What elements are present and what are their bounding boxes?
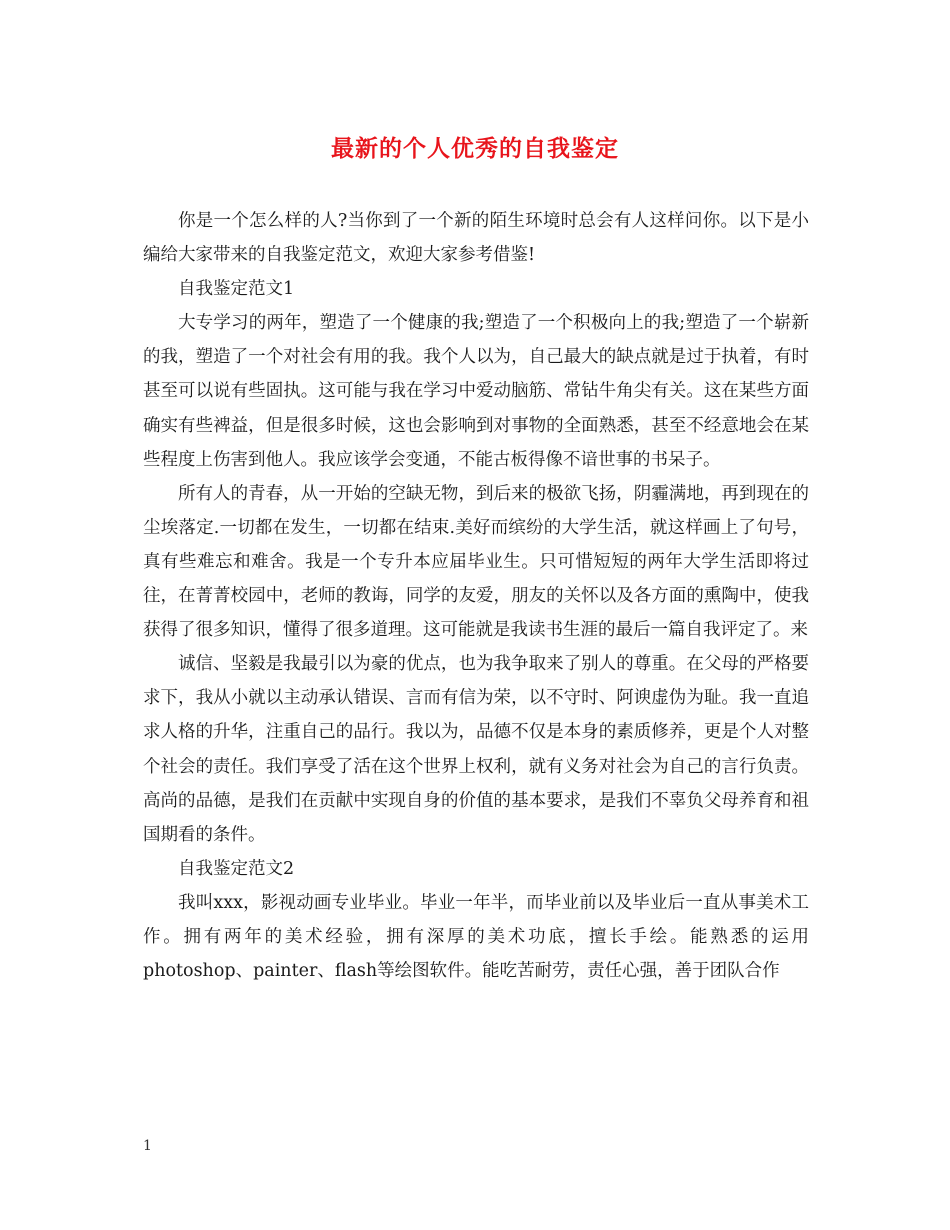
- page-title: 最新的个人优秀的自我鉴定: [331, 136, 619, 162]
- page-number: 1: [143, 1138, 152, 1154]
- section-heading-1: 自我鉴定范文1: [178, 279, 295, 300]
- body-paragraph: 大专学习的两年，塑造了一个健康的我;塑造了一个积极向上的我;塑造了一个崭新的我，塑造了一个对社会有用的我。我个人以为，自己最大的缺点就是过于执着，有时甚至可以说有些固执。这可能与我在学习中爱动脑筋、常钻牛角尖有关。这在某些方面确实有些裨益，但是很多时候，这也会影响到对事物的全面熟悉，甚至不经意地会在某些程度上伤害到他人。我应该学会变通，不能古板得像不谙世事的书呆子。: [143, 313, 809, 470]
- body-paragraph: 我叫xxx，影视动画专业毕业。毕业一年半，而毕业前以及毕业后一直从事美术工作。拥有两年的美术经验，拥有深厚的美术功底，擅长手绘。能熟悉的运用photoshop、painter、flash等绘图软件。能吃苦耐劳，责任心强，善于团队合作: [143, 892, 809, 982]
- body-paragraph: 所有人的青春，从一开始的空缺无物，到后来的极欲飞扬，阴霾满地，再到现在的尘埃落定.一切都在发生，一切都在结束.美好而缤纷的大学生活，就这样画上了句号，真有些难忘和难舍。我是一个专升本应届毕业生。只可惜短短的两年大学生活即将过往，在菁菁校园中，老师的教诲，同学的友爱，朋友的关怀以及各方面的熏陶中，使我获得了很多知识，懂得了很多道理。这可能就是我读书生涯的最后一篇自我评定了。来: [143, 483, 809, 641]
- intro-paragraph: 你是一个怎么样的人?当你到了一个新的陌生环境时总会有人这样问你。以下是小编给大家带来的自我鉴定范文，欢迎大家参考借鉴!: [143, 211, 809, 266]
- document-body: [143, 204, 809, 988]
- section-heading-2: 自我鉴定范文2: [178, 858, 295, 879]
- body-paragraph: 诚信、坚毅是我最引以为豪的优点，也为我争取来了别人的尊重。在父母的严格要求下，我从小就以主动承认错误、言而有信为荣，以不守时、阿谀虚伪为耻。我一直追求人格的升华，注重自己的品行。我以为，品德不仅是本身的素质修养，更是个人对整个社会的责任。我们享受了活在这个世界上权利，就有义务对社会为自己的言行负责。高尚的品德，是我们在贡献中实现自身的价值的基本要求，是我们不辜负父母养育和祖国期看的条件。: [143, 654, 809, 845]
